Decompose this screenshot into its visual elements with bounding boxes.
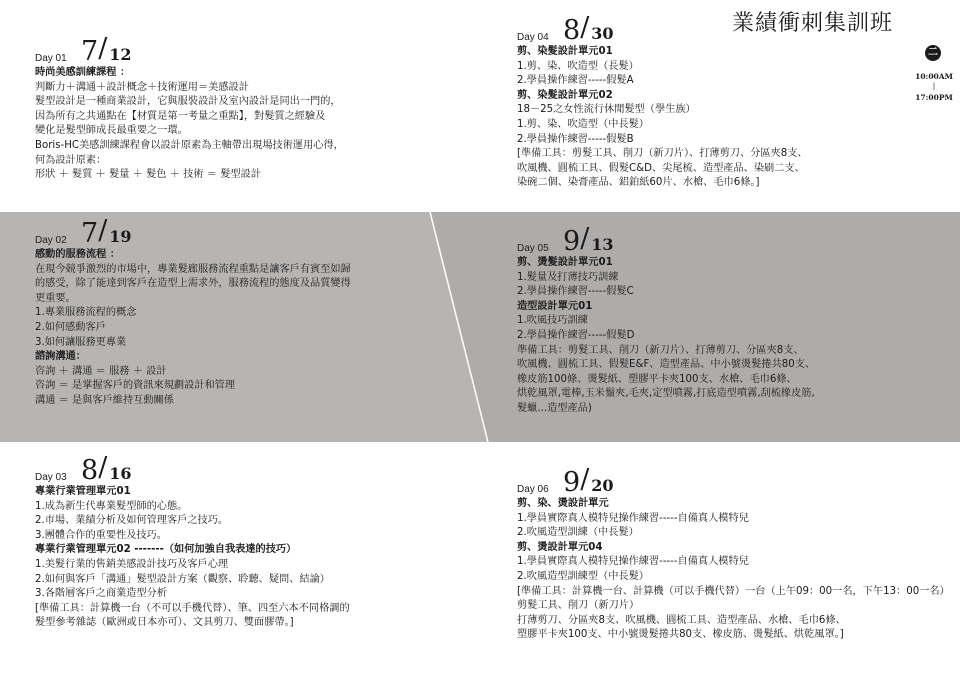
content-line: 髮蠟...造型產品) [517,402,592,414]
day-label: Day 02 [35,235,67,246]
content-line: 1.剪、染、吹造型（長髮） [517,60,639,72]
day-label: Day 06 [517,484,549,495]
content-line: 2.如何感動客戶 [35,321,106,333]
day-04-block [517,12,808,191]
content-line: 吹風機、圓梳工具、假髮C&D、尖尾梳、造型產品、染刷二支、 [517,162,805,174]
content-line: 髮型參考雜誌（歐洲或日本亦可）、文具剪刀、雙面膠帶。] [35,617,294,629]
day-date: 8/ 16 [81,452,132,486]
day-label: Day 01 [35,53,67,64]
content-line: 2.學員操作練習-----假髮A [517,75,634,87]
content-line: 因為所有之共通點在【材質是第一考量之重點】，對髮質之經驗及 [35,110,326,122]
day-03-block [35,452,350,631]
content-line: 髮型設計是一種商業設計，它與服裝設計及室內設計是同出一門的， [35,96,341,108]
day-05-content [517,256,815,417]
content-line: 2.學員操作練習-----假髮B [517,133,634,145]
content-line: 1.成為新生代專業髮型師的心態。 [35,500,188,512]
day-01-content [35,66,344,183]
day-header [517,223,815,257]
content-line: [準備工具：計算機一台、計算機（可以手機代替）一台（上午09：00一名，下午13：00一名） [517,585,950,597]
content-line: 溝通 ＝ 是與客戶維持互動關係 [35,394,174,406]
day-05-block [517,223,816,417]
day-header [35,215,351,249]
day-06-content [517,497,950,643]
content-line: 準備工具：剪髮工具、削刀（新刀片）、打薄剪刀、分區夾8支、 [517,344,804,356]
content-line: 變化是髮型師成長最重要之一環。 [35,125,188,137]
session-badge: 二 [925,45,941,61]
day-01-block [35,33,344,183]
time-separator: | [932,81,936,90]
content-line: 何為設計原素： [35,154,107,166]
time-end: 17:00PM [915,93,953,102]
day-date: 9/ 20 [563,464,614,498]
content-line: 更重要。 [35,292,76,304]
content-line: 的感受，除了能達到客戶在造型上需求外，服務流程的態度及品質變得 [35,278,351,290]
section-heading: 剪、染髮設計單元02 [517,89,613,101]
day-date: 7/ 12 [81,33,132,67]
page-title: 業績衝刺集訓班 [732,11,894,36]
day-02-content [35,248,351,409]
content-line: 咨詢 ＋ 溝通 ＝ 服務 ＋ 設計 [35,365,167,377]
content-line: 2.吹風造型訓練（中長髮） [517,527,639,539]
content-line: 橡皮筋100條、燙髮紙、塑膠平卡夾100支、水槍、毛巾6條、 [517,373,797,385]
content-line: 判斷力＋溝通＋設計概念＋技術運用＝美感設計 [35,81,249,93]
content-line: 2.市場、業績分析及如何管理客戶之技巧。 [35,515,229,527]
day-04-content [517,45,808,191]
section-heading: 剪、染髮設計單元01 [517,46,613,57]
content-line: 1.吹風技巧訓練 [517,315,588,327]
content-line: 1.專業服務流程的概念 [35,307,137,319]
time-start: 10:00AM [915,72,953,81]
content-line: 咨詢 ＝ 是掌握客戶的資訊來規劃設計和管理 [35,380,236,392]
section-heading: 剪、染、燙設計單元 [517,498,609,509]
content-line: 1.美髮行業的售銷美感設計技巧及客戶心理 [35,558,229,570]
section-heading: 造型設計單元01 [517,300,593,312]
day-03-content [35,485,350,631]
section-heading: 專業行業管理單元02 -------（如何加強自我表達的技巧） [35,544,297,556]
content-line: 塑膠平卡夾100支、中小號燙髮捲共80支、橡皮筋、燙髮紙、烘乾風罩。] [517,629,844,641]
content-line: 18－25之女性流行休閒髮型（學生族） [517,104,696,116]
content-line: 1.剪、染、吹造型（中長髮） [517,118,649,130]
day-header [517,464,950,498]
content-line: 2.吹風造型訓練型（中長髮） [517,570,649,582]
content-line: 3.各階層客戶之商業造型分析 [35,588,167,600]
day-06-block [517,464,950,643]
content-line: 剪髮工具、削刀（新刀片） [517,600,640,612]
content-line: 吹風機、圓梳工具、假髮E&F、造型產品、中小號燙髮捲共80支、 [517,359,816,371]
content-line: 在現今競爭激烈的市場中，專業髮廊服務流程重點是讓客戶有賓至如歸 [35,263,351,275]
day-label: Day 04 [517,32,549,43]
section-heading: 時尚美感訓練課程 ： [35,67,131,78]
content-line: 1.學員實際真人模特兒操作練習-----自備真人模特兒 [517,512,749,524]
section-heading: 專業行業管理單元01 [35,486,131,497]
section-heading: 剪、燙設計單元04 [517,541,603,553]
day-header [517,12,808,46]
content-line: [準備工具：計算機一台（不可以手機代替）、筆、四至六本不同格調的 [35,602,350,614]
day-header [35,452,350,486]
content-line: 2.如何與客戶「溝通」髮型設計方案（觀察、聆聽、疑問、結論） [35,573,330,585]
section-heading: 感動的服務流程 ： [35,249,121,260]
day-02-block [35,215,351,409]
content-line: 染碗二個、染膏產品、鋁鉑紙60片、水槍、毛巾6條。] [517,177,760,189]
content-line: 2.學員操作練習-----假髮C [517,286,634,298]
content-line: 1.髮量及打薄技巧訓練 [517,271,619,283]
day-label: Day 03 [35,472,67,483]
content-line: 3.如何讓服務更專業 [35,336,127,348]
day-header [35,33,344,67]
day-label: Day 05 [517,243,549,254]
content-line: 烘乾風罩,電棒,玉米鬚夾,毛夾,定型噴霧,打底造型噴霧,刮梳橡皮筋, [517,388,815,400]
day-date: 7/ 19 [81,215,132,249]
content-line: Boris-HC美感訓練課程會以設計原素為主軸帶出現場技術運用心得， [35,139,344,151]
day-date: 8/ 30 [563,12,614,46]
content-line: 3.團體合作的重要性及技巧。 [35,529,167,541]
content-line: 形狀 ＋ 髮質 ＋ 髮量 ＋ 髮色 ＋ 技術 ＝ 髮型設計 [35,169,261,181]
day-date: 9/ 13 [563,223,614,257]
content-line: [準備工具：剪髮工具、削刀（新刀片）、打薄剪刀、分區夾8支、 [517,148,808,160]
section-heading: 諮詢溝通： [35,351,86,363]
section-heading: 剪、燙髮設計單元01 [517,257,613,268]
content-line: 1.學員實際真人模特兒操作練習-----自備真人模特兒 [517,556,749,568]
content-line: 打薄剪刀、分區夾8支、吹風機、圓梳工具、造型產品、水槍、毛巾6條、 [517,614,846,626]
content-line: 2.學員操作練習-----假髮D [517,329,635,341]
